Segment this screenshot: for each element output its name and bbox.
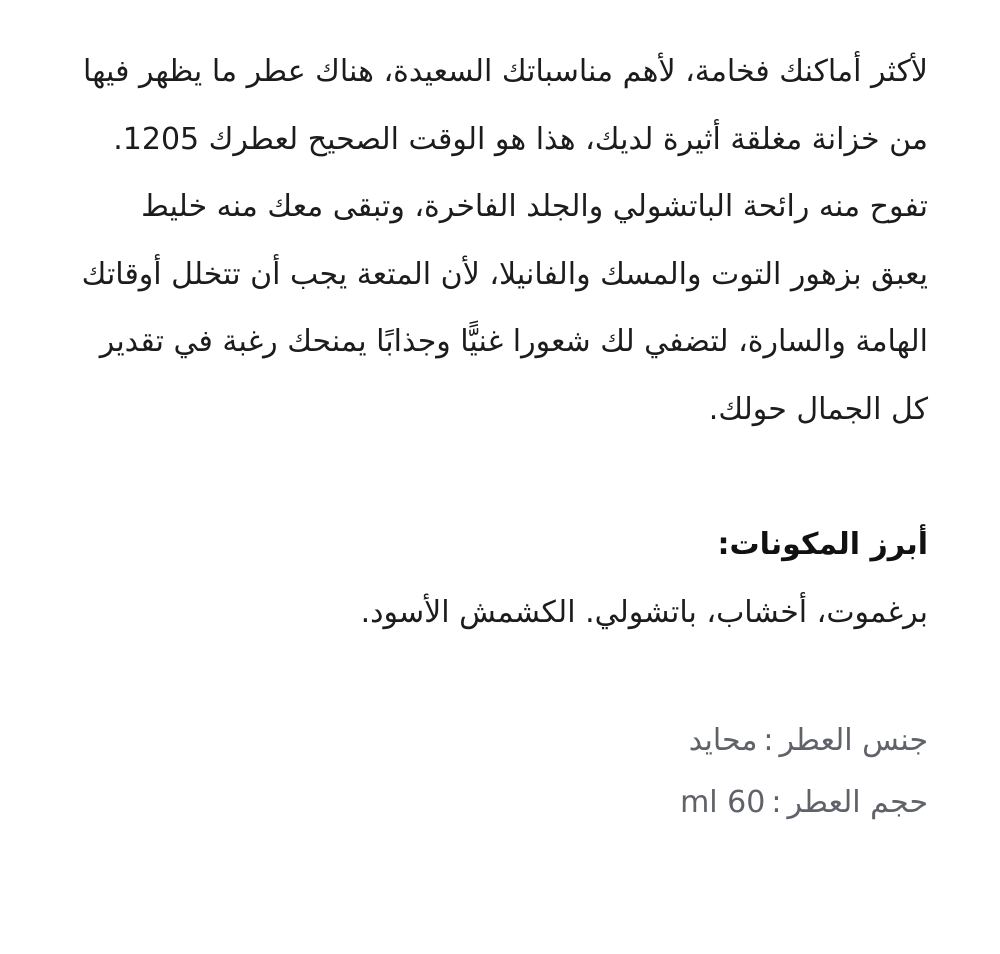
product-description-section <box>78 38 928 834</box>
spec-volume-label: حجم العطر <box>787 785 928 820</box>
spec-gender <box>78 710 928 772</box>
ingredients-list: برغموت، أخشاب، باتشولي. الكشمش الأسود. <box>360 594 928 630</box>
spec-volume-separator: : <box>771 785 782 820</box>
product-description <box>78 38 928 443</box>
description-paragraph-1: لأكثر أماكنك فخامة، لأهم مناسباتك السعيدة، هناك عطر ما يظهر فيها من خزانة مغلقة أثيرة لديك، هذا هو الوقت الصحيح لعطرك 1205. <box>83 54 928 157</box>
spec-gender-value: محايد <box>688 723 758 758</box>
description-paragraph-2: تفوح منه رائحة الباتشولي والجلد الفاخرة، وتبقى معك منه خليط يعبق بزهور التوت والمسك والفانيلا، لأن المتعة يجب أن تتخلل أوقاتك الهامة والسارة، لتضفي لك شعورا غنيًّا وجذابًا يمنحك رغبة في تقدير كل الجمال حولك. <box>81 189 928 427</box>
spec-gender-separator: : <box>763 723 774 758</box>
product-specs <box>78 710 928 834</box>
spec-volume <box>78 772 928 834</box>
spec-volume-value: ml 60 <box>680 785 766 820</box>
ingredients-heading: أبرز المكونات: <box>717 527 928 562</box>
spec-gender-label: جنس العطر <box>779 723 928 758</box>
